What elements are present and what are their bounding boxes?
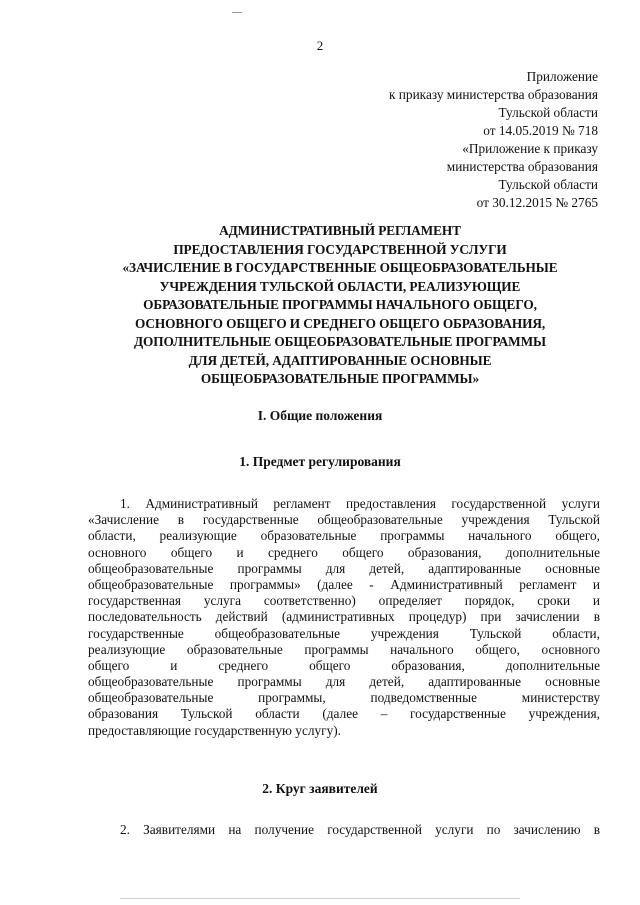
appendix-line: Тульской области — [498, 105, 598, 120]
paragraph-line: последовательность действий (административных процедур) при зачислении в — [88, 609, 600, 625]
paragraph-line: 1. Административный регламент предоставления государственной услуги — [120, 496, 600, 511]
paragraph-line: общего и среднего общего образования, дополнительные — [88, 657, 600, 673]
paragraph-1 — [88, 496, 600, 739]
appendix-line: «Приложение к приказу — [462, 141, 598, 156]
title-line: ПРЕДОСТАВЛЕНИЯ ГОСУДАРСТВЕННОЙ УСЛУГИ — [173, 241, 507, 257]
paragraph-line: общеобразовательные программы, подведомственные министерству — [88, 690, 600, 706]
paragraph-2 — [88, 822, 600, 838]
title-line: ОБРАЗОВАТЕЛЬНЫЕ ПРОГРАММЫ НАЧАЛЬНОГО ОБЩЕГО, — [143, 297, 537, 312]
scan-mark-bottom — [120, 898, 520, 899]
appendix-line: Приложение — [526, 69, 598, 84]
section-heading-applicants: 2. Круг заявителей — [262, 781, 378, 796]
paragraph-line: основного общего и среднего общего образования, дополнительные — [88, 544, 600, 560]
appendix-block — [298, 68, 598, 212]
paragraph-line: области, реализующие образовательные программы начального общего, — [88, 528, 600, 544]
title-line: «ЗАЧИСЛЕНИЕ В ГОСУДАРСТВЕННЫЕ ОБЩЕОБРАЗОВАТЕЛЬНЫЕ — [122, 260, 558, 275]
appendix-line: Тульской области — [498, 177, 598, 192]
title-line: ДОПОЛНИТЕЛЬНЫЕ ОБЩЕОБРАЗОВАТЕЛЬНЫЕ ПРОГРАММЫ — [133, 334, 547, 349]
paragraph-line: «Зачисление в государственные общеобразовательные учреждения Тульской — [88, 512, 600, 528]
appendix-line: к приказу министерства образования — [389, 87, 598, 102]
paragraph-line: государственная услуга соответственно) определяет порядок, сроки и — [88, 593, 600, 609]
title-line: УЧРЕЖДЕНИЯ ТУЛЬСКОЙ ОБЛАСТИ, РЕАЛИЗУЮЩИЕ — [159, 278, 521, 294]
appendix-line: от 14.05.2019 № 718 — [483, 123, 598, 138]
appendix-line: от 30.12.2015 № 2765 — [476, 195, 598, 210]
document-title — [60, 222, 620, 389]
section-heading-general: I. Общие положения — [257, 408, 383, 423]
paragraph-line: образования Тульской области (далее – государственные учреждения, — [88, 706, 600, 722]
page-number: 2 — [316, 38, 324, 53]
scan-mark-top — [232, 12, 242, 13]
appendix-line: министерства образования — [446, 159, 598, 174]
paragraph-line: 2. Заявителями на получение государственной услуги по зачислению в — [120, 822, 600, 837]
paragraph-line: общеобразовательные программы для детей, адаптированные основные — [88, 674, 600, 690]
paragraph-line: предоставляющие государственную услугу). — [88, 722, 341, 738]
title-line: ОБЩЕОБРАЗОВАТЕЛЬНЫЕ ПРОГРАММЫ» — [200, 371, 480, 386]
title-line: ОСНОВНОГО ОБЩЕГО И СРЕДНЕГО ОБЩЕГО ОБРАЗОВАНИЯ, — [134, 315, 546, 331]
title-line: АДМИНИСТРАТИВНЫЙ РЕГЛАМЕНТ — [219, 223, 461, 238]
paragraph-line: государственные общеобразовательные учреждения Тульской области, — [88, 625, 600, 641]
paragraph-line: общеобразовательные программы» (далее - Административный регламент и — [88, 576, 600, 592]
paragraph-line: реализующие образовательные программы начального общего, основного — [88, 641, 600, 657]
title-line: ДЛЯ ДЕТЕЙ, АДАПТИРОВАННЫЕ ОСНОВНЫЕ — [188, 352, 492, 368]
paragraph-line: общеобразовательные программы для детей, адаптированные основные — [88, 560, 600, 576]
section-heading-subject: 1. Предмет регулирования — [239, 454, 401, 469]
